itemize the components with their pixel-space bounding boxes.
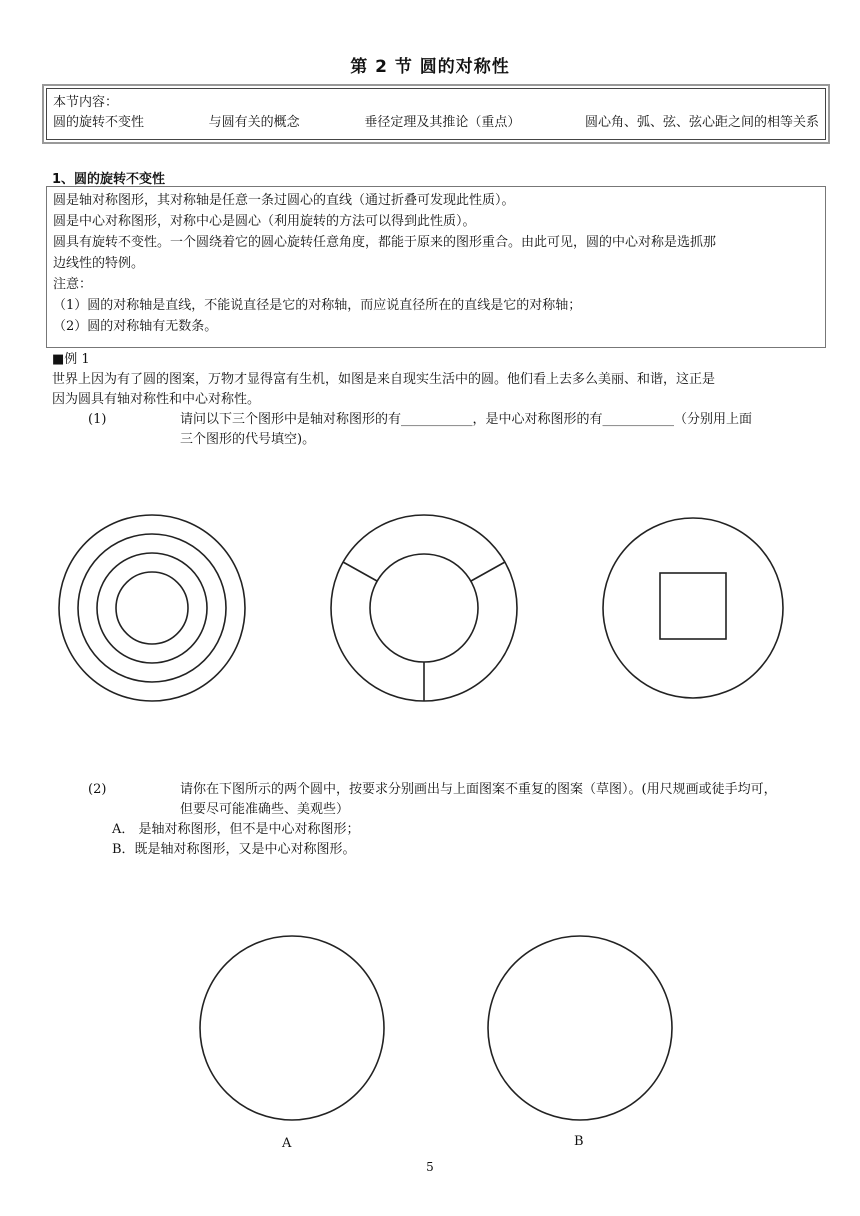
question-line: 请你在下图所示的两个圆中，按要求分别画出与上面图案不重复的图案（草图）。(用尺规画或徒手均可， [180, 782, 777, 797]
ring-with-spokes-figure [331, 515, 517, 701]
concept-line: 圆是中心对称图形，对称中心是圆心（利用旋转的方法可以得到此性质）。 [53, 214, 476, 229]
concept-line: 注意： [53, 277, 93, 292]
circle-label-b: B [574, 1134, 584, 1149]
contents-item: 与圆有关的概念 [208, 115, 300, 130]
section-contents-box [46, 88, 826, 140]
concept-line: 圆具有旋转不变性。一个圆绕着它的圆心旋转任意角度，都能于原来的图形重合。由此可见，圆的中心对称是选抓那 [53, 235, 717, 250]
question-number: (1) [88, 412, 107, 427]
section-heading: 1、圆的旋转不变性 [52, 172, 166, 187]
option-b: B．既是轴对称图形，又是中心对称图形。 [112, 842, 356, 857]
question-1 [52, 410, 827, 450]
example-intro: 因为圆具有轴对称性和中心对称性。 [52, 392, 261, 407]
concept-line: 边线性的特例。 [53, 256, 145, 271]
blank-circle-a [200, 936, 384, 1120]
question-2-block [52, 780, 827, 860]
concentric-circles-figure [59, 515, 245, 701]
contents-items [53, 113, 819, 133]
question-line: 请问以下三个图形中是轴对称图形的有___________，是中心对称图形的有___________（分别用上面 [180, 412, 753, 427]
circle-label-a: A [282, 1136, 292, 1151]
question-2 [52, 780, 827, 820]
question-line: 但要尽可能准确些、美观些） [180, 802, 350, 817]
concept-box [46, 186, 826, 348]
contents-heading: 本节内容： [53, 95, 119, 110]
contents-item: 圆心角、弧、弦、弦心距之间的相等关系 [584, 115, 819, 130]
contents-item: 垂径定理及其推论（重点） [364, 115, 521, 130]
figures-row-1 [0, 500, 860, 760]
contents-item: 圆的旋转不变性 [53, 115, 145, 130]
figures-row-2 [0, 930, 860, 1190]
blank-circle-b [488, 936, 672, 1120]
option-a: A． 是轴对称图形，但不是中心对称图形； [112, 822, 360, 837]
question-line: 三个图形的代号填空)。 [180, 432, 316, 447]
question-text [134, 780, 827, 820]
concept-line: （2）圆的对称轴有无数条。 [53, 319, 218, 334]
example-label: ■例 1 [52, 352, 90, 367]
question-number: (2) [88, 782, 107, 797]
concept-line: （1）圆的对称轴是直线，不能说直径是它的对称轴，而应说直径所在的直线是它的对称轴； [53, 298, 582, 313]
example-intro: 世界上因为有了圆的图案，万物才显得富有生机，如图是来自现实生活中的圆。他们看上去多么美丽、和谐，这正是 [52, 372, 716, 387]
concept-line: 圆是轴对称图形，其对称轴是任意一条过圆心的直线（通过折叠可发现此性质）。 [53, 193, 515, 208]
example-block [52, 350, 827, 450]
page-number: 5 [426, 1160, 434, 1174]
question-text [134, 410, 827, 450]
page-title: 第 2 节 圆的对称性 [350, 57, 510, 77]
coin-with-square-figure [603, 518, 783, 698]
